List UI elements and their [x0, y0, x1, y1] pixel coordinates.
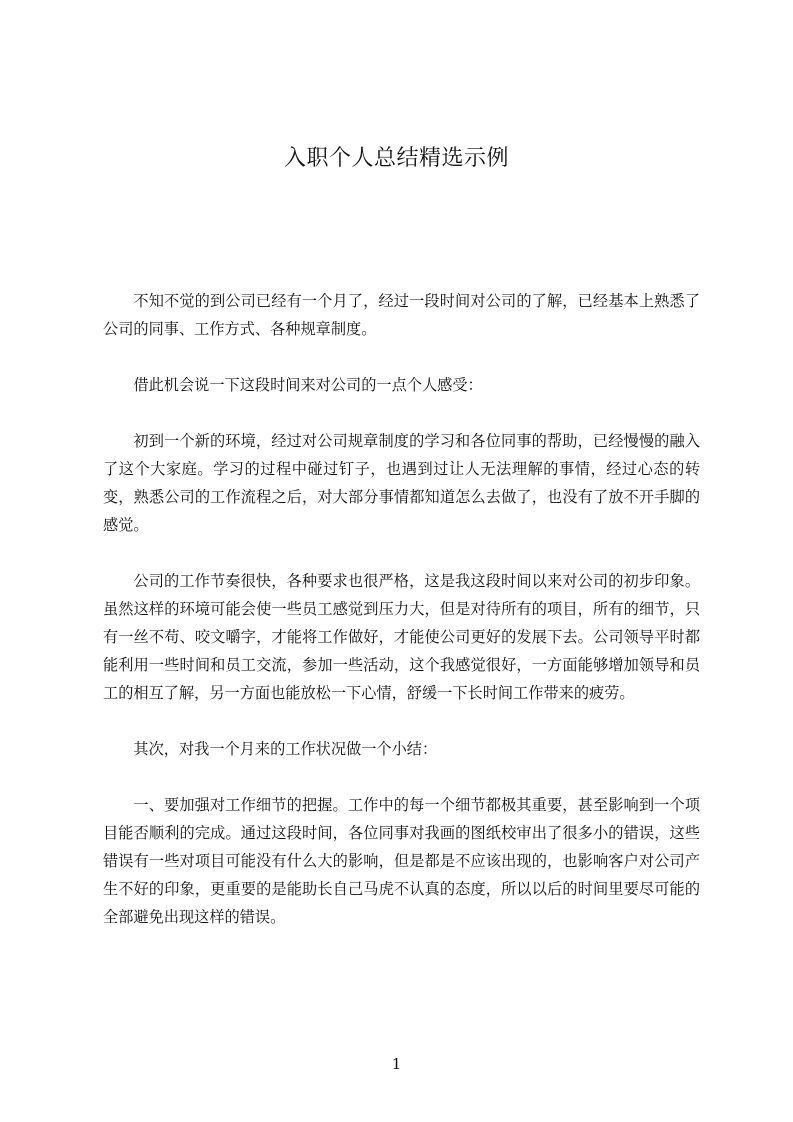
document-title: 入职个人总结精选示例: [283, 146, 509, 171]
paragraph-work-pace: 公司的工作节奏很快，各种要求也很严格，这是我这段时间以来对公司的初步印象。虽然这样的环境可能会使一些员工感觉到压力大，但是对待所有的项目，所有的细节，只有一丝不苟、咬文嚼字，才能将工作做好，才能使公司更好的发展下去。公司领导平时都能利用一些时间和员工交流，参加一些活动，这个我感觉很好，一方面能够增加领导和员工的相互了解，另一方面也能放松一下心情，舒缓一下长时间工作带来的疲劳。: [103, 572, 700, 702]
paragraph-summary-lead: 其次，对我一个月来的工作状况做一个小结：: [133, 740, 438, 758]
paragraph-new-environment: 初到一个新的环境，经过对公司规章制度的学习和各位同事的帮助，已经慢慢的融入了这个大家庭。学习的过程中碰过钉子，也遇到过让人无法理解的事情，经过心态的转变，熟悉公司的工作流程之后，对大部分事情都知道怎么去做了，也没有了放不开手脚的感觉。: [103, 432, 700, 534]
document-body: [103, 287, 700, 959]
paragraph-detail-point: 一、要加强对工作细节的把握。工作中的每一个细节都极其重要，甚至影响到一个项目能否顺利的完成。通过这段时间，各位同事对我画的图纸校审出了很多小的错误，这些错误有一些对项目可能没有什么大的影响，但是都是不应该出现的，也影响客户对公司产生不好的印象，更重要的是能助长自己马虎不认真的态度，所以以后的时间里要尽可能的全部避免出现这样的错误。: [103, 796, 700, 926]
paragraph-feelings-lead: 借此机会说一下这段时间来对公司的一点个人感受：: [133, 376, 483, 394]
page-number: 1: [391, 1055, 402, 1073]
paragraph-intro: 不知不觉的到公司已经有一个月了，经过一段时间对公司的了解，已经基本上熟悉了公司的同事、工作方式、各种规章制度。: [103, 292, 700, 338]
